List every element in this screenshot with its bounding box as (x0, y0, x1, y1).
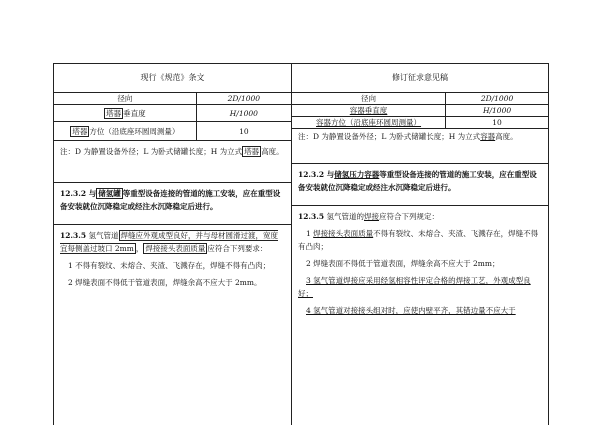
row-value: 10 (446, 117, 548, 129)
clause-12-3-2 (54, 182, 291, 224)
row-value: 10 (196, 122, 291, 141)
row-label: 容器方位（沿底座环圆周测量） (292, 117, 446, 129)
underlined-text: 焊接接头表面质量 (313, 229, 374, 238)
clause-text: ， (135, 244, 144, 253)
revised-tolerance-table (292, 93, 548, 129)
list-item: 4 氢气管道对接接头组对时，应使内壁平齐，其错边量不应大于 (306, 306, 516, 315)
underlined-text: 焊接 (364, 212, 379, 221)
note-text: 注：D 为静置设备外径；L 为卧式储罐长度；H 为立式 (60, 147, 243, 156)
row-value: H/1000 (446, 105, 548, 117)
row-label: 容器垂直度 (292, 105, 446, 117)
revision-draft-column (292, 64, 548, 425)
note-end: 高度。 (495, 132, 518, 141)
table-row (292, 105, 548, 117)
boxed-text: 储氢罐 (98, 189, 121, 198)
clause-12-3-5 (54, 224, 291, 293)
clause-text: 等重型设备连接的管道的施工安装，应在重型设备安装就位沉降稳定或经注水沉降稳定后进行。 (298, 170, 537, 192)
underlined-text: 储氢压力容器 (334, 170, 380, 179)
row-label-rest: 垂直度 (123, 108, 146, 118)
boxed-text: 塔器 (72, 126, 88, 136)
boxed-text: 焊缝应外观成型良好，并与母材圆滑过渡，宽度宜每侧盖过坡口 2mm (60, 231, 278, 253)
clause-number: 12.3.2 (60, 189, 87, 198)
table-row (54, 93, 291, 105)
row-label (54, 122, 196, 141)
clause-text: 与 (88, 189, 97, 198)
list-item (298, 227, 542, 253)
clause-12-3-2 (292, 163, 548, 205)
clause-text: 氢气管道 (88, 231, 119, 240)
row-value: H/1000 (196, 105, 291, 122)
clause-number: 12.3.5 (60, 231, 87, 240)
table-note (292, 129, 548, 163)
underlined-text: 容器 (480, 132, 496, 141)
list-item: 2 焊缝表面不得低于管道表面，焊缝余高不应大于 2mm； (306, 259, 500, 268)
table-row (54, 122, 291, 141)
clause-number: 12.3.5 (298, 212, 325, 221)
clause-text: 与 (326, 170, 335, 179)
revision-draft-header: 修订征求意见稿 (292, 64, 548, 93)
row-label (54, 105, 196, 122)
row-label: 径向 (54, 93, 196, 105)
comparison-table (53, 63, 549, 425)
clause-text: 等重型设备连接的管道的施工安装，应在重型设备安装就位沉降稳定或经注水沉降稳定后进行。 (60, 189, 281, 211)
table-row (292, 117, 548, 129)
clause-text: 应符合下列规定： (379, 212, 439, 221)
current-tolerance-table (54, 93, 291, 141)
boxed-text: 焊接接头表面质量 (145, 244, 206, 253)
row-label: 径向 (292, 93, 446, 105)
clause-text: 应符合下列要求： (207, 244, 268, 253)
row-value: 2D/1000 (196, 93, 291, 105)
clause-12-3-5 (292, 205, 548, 321)
note-end: 高度。 (261, 147, 284, 156)
clause-text: 氢气管道的 (326, 212, 364, 221)
row-value: 2D/1000 (446, 93, 548, 105)
list-item: 1 不得有裂纹、未熔合、夹渣、飞溅存在，焊缝不得有凸肉； (68, 261, 271, 270)
list-item: 3 氢气管道焊接应采用经氢相容性评定合格的焊接工艺，外观成型良好； (298, 276, 531, 298)
table-note (54, 141, 291, 182)
boxed-text: 塔器 (106, 108, 122, 118)
note-text: 注：D 为静置设备外径；L 为卧式储罐长度；H 为立式 (298, 132, 481, 141)
clause-number: 12.3.2 (298, 170, 325, 179)
list-item: 2 焊缝表面不得低于管道表面，焊缝余高不应大于 2mm。 (68, 278, 262, 287)
table-row (54, 105, 291, 122)
item-number: 1 (306, 229, 311, 238)
current-spec-column (54, 64, 292, 425)
table-row (292, 93, 548, 105)
row-label-rest: 方位（沿底座环圆周测量） (89, 126, 180, 136)
boxed-text: 塔器 (244, 147, 260, 156)
current-spec-header: 现行《规范》条文 (54, 64, 291, 93)
item-text: 不得有裂纹、未熔合、夹渣、飞溅存在，焊缝不得有凸肉； (298, 229, 539, 251)
